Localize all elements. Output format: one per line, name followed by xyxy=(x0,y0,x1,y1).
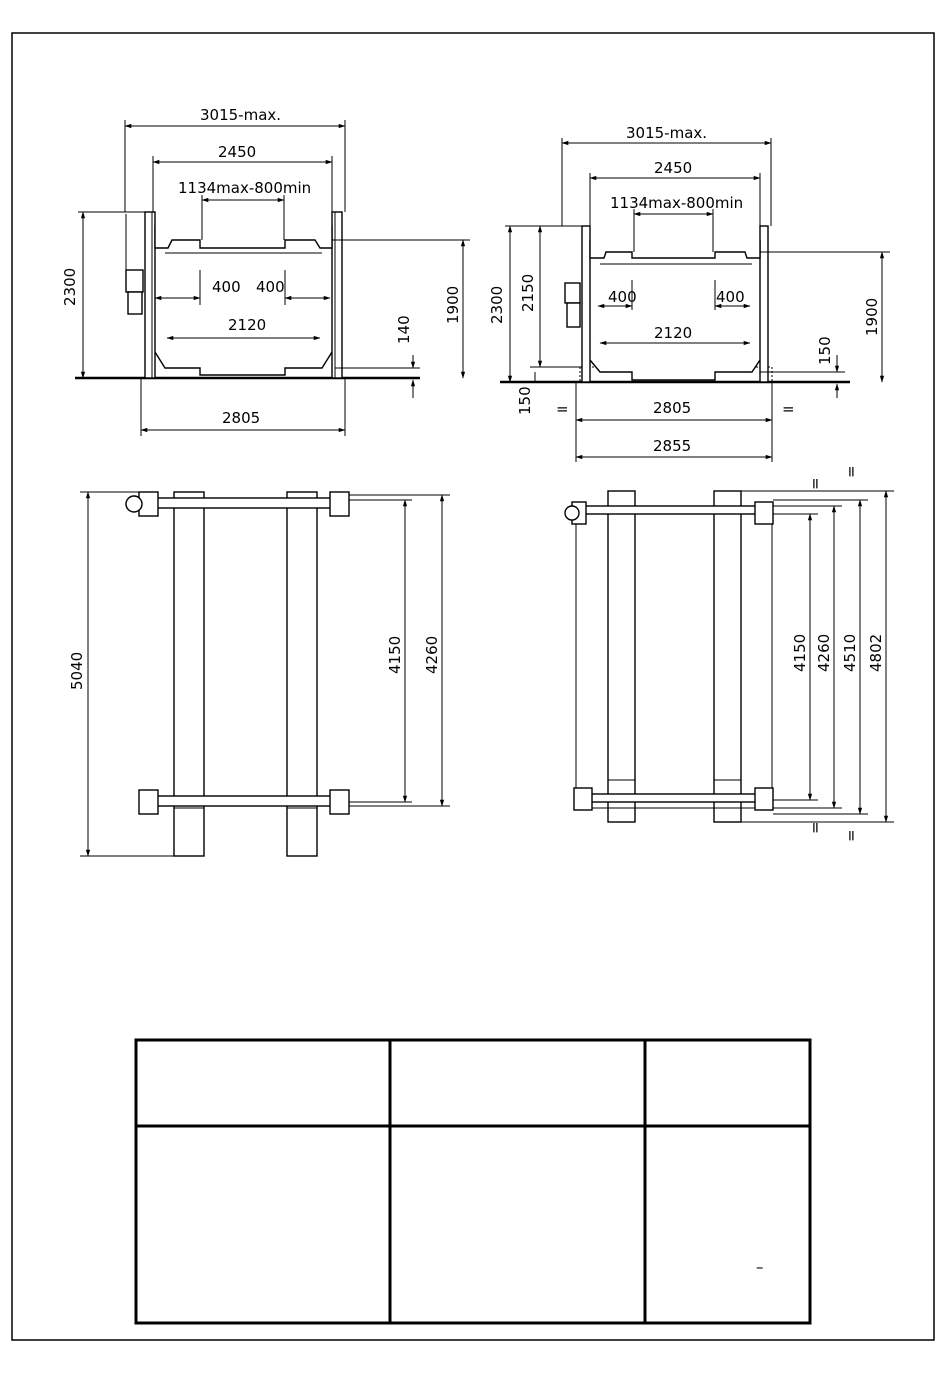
lower-runway xyxy=(155,352,332,375)
dim-total-width: 2855 xyxy=(653,437,692,455)
right-column xyxy=(332,212,342,378)
front-view-right xyxy=(488,124,890,462)
dim-lift-height: 1900 xyxy=(444,285,462,324)
dim-ground-clearance: 140 xyxy=(395,315,413,344)
dim-lift-height-right: 1900 xyxy=(863,297,881,336)
dim-adjust-range: 1134max-800min xyxy=(178,179,312,197)
equal-mark-1: = xyxy=(806,477,824,490)
power-unit-right xyxy=(565,283,580,303)
dim-column-height: 2150 xyxy=(519,273,537,312)
upper-runway xyxy=(155,225,332,248)
dim-inner-width-right: 2450 xyxy=(654,159,693,177)
dim-pit-depth: 150 xyxy=(516,386,534,415)
right-runway-plan-right xyxy=(714,491,741,822)
post-rear-right xyxy=(330,790,349,814)
post-rear-left xyxy=(139,790,158,814)
power-unit-plan xyxy=(126,496,142,512)
rear-crossbeam-right xyxy=(576,794,772,802)
dim-wheelbase-right: 4150 xyxy=(791,633,809,672)
dim-inner-width: 2450 xyxy=(218,143,257,161)
dim-adjust-range-right: 1134max-800min xyxy=(610,194,744,212)
dim-track-gauge: 2120 xyxy=(228,316,267,334)
post-front-right-right xyxy=(755,502,773,524)
dim-track-gauge-right: 2120 xyxy=(654,324,693,342)
left-column-right xyxy=(582,226,590,382)
front-crossbeam xyxy=(155,498,331,508)
lower-runway-right xyxy=(590,360,760,380)
dim-height: 2300 xyxy=(61,267,79,306)
right-column-right xyxy=(760,226,768,382)
dim-height-right: 2300 xyxy=(488,285,506,324)
dim-base-width: 2805 xyxy=(222,409,261,427)
left-runway-plan-right xyxy=(608,491,635,822)
motor-right xyxy=(567,303,580,327)
front-view-left xyxy=(61,106,470,436)
frame-outline xyxy=(576,506,772,808)
dim-pad-left-right: 400 xyxy=(608,288,637,306)
equal-mark-2: = xyxy=(842,465,860,478)
dim-platform-length-right: 4260 xyxy=(815,633,833,672)
dim-frame-length: 4510 xyxy=(841,633,859,672)
plan-view-left xyxy=(68,492,450,856)
equal-mark-left: = xyxy=(556,400,569,418)
front-crossbeam-right xyxy=(576,506,772,514)
rear-crossbeam xyxy=(155,796,331,806)
post-front-right xyxy=(330,492,349,516)
plan-view-right xyxy=(565,465,894,842)
dim-platform-length: 4260 xyxy=(423,635,441,674)
dim-overall-width: 3015-max. xyxy=(200,106,282,124)
title-block-mark: – xyxy=(756,1258,764,1276)
dim-base-width-right: 2805 xyxy=(653,399,692,417)
title-block xyxy=(136,1040,810,1323)
dim-overall-length-right: 4802 xyxy=(867,633,885,672)
left-column xyxy=(145,212,155,378)
dim-pad-right-right: 400 xyxy=(716,288,745,306)
upper-runway-right xyxy=(590,240,760,258)
dim-overall-width-right: 3015-max. xyxy=(626,124,708,142)
equal-mark-4: = xyxy=(842,829,860,842)
power-unit xyxy=(126,270,143,292)
equal-mark-3: = xyxy=(806,821,824,834)
post-rear-right-right xyxy=(755,788,773,810)
equal-mark-right: = xyxy=(782,400,795,418)
dim-wheelbase: 4150 xyxy=(386,635,404,674)
dim-ground-clearance-right: 150 xyxy=(816,336,834,365)
motor xyxy=(128,292,142,314)
dim-pad-right: 400 xyxy=(256,278,285,296)
post-rear-left-right xyxy=(574,788,592,810)
power-unit-plan-right xyxy=(565,506,579,520)
dim-overall-length: 5040 xyxy=(68,651,86,690)
dim-pad-left: 400 xyxy=(212,278,241,296)
